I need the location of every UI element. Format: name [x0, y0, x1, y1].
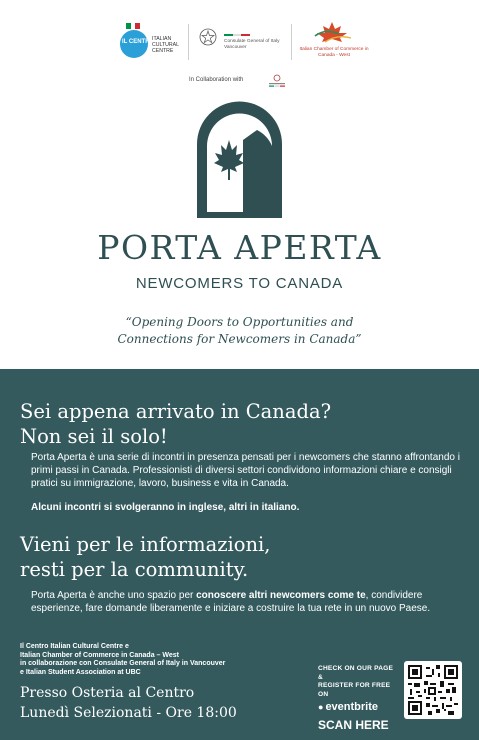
section1-body: Porta Aperta è una serie di incontri in presenza pensati per i newcomers che stanno affrontando i primi passi in Canada. Professionisti di diversi settori condividono informazioni chiare e consigli pratici su immigrazione, lavoro, business e vita in Canada.: [31, 452, 460, 490]
quote-line-1: “Opening Doors to Opportunities and: [125, 315, 354, 329]
section2-body: [31, 589, 451, 615]
cta-line-1: CHECK ON OUR PAGE &: [318, 665, 394, 681]
venue-info: [20, 683, 310, 723]
consulate-label: Consulate General of Italy Vancouver: [224, 39, 280, 50]
scan-here-label: SCAN HERE: [318, 718, 389, 733]
credits-line: e Italian Student Association at UBC: [20, 668, 141, 676]
section1-heading-line-1: Sei appena arrivato in Canada?: [20, 400, 332, 423]
section1-heading: [20, 399, 460, 449]
credits-line: Italian Chamber of Commerce in Canada – West: [20, 651, 179, 659]
logo-divider: [188, 24, 189, 60]
registration-cta: [318, 665, 398, 734]
arched-door-with-maple-leaf-icon: [195, 100, 284, 218]
details-section: [0, 369, 479, 740]
section2-body-start: Porta Aperta è anche uno spazio per: [31, 590, 197, 601]
section2-body-end: , condividere esperienze, fare domande liberamente e iniziare a costruire la tua rete in un nuovo Paese.: [31, 590, 431, 615]
centro-flag-icon: [126, 23, 140, 29]
organizer-credits: [20, 643, 310, 677]
quote-line-2: Connections for Newcomers in Canada”: [117, 332, 362, 346]
chamber-label: Italian Chamber of Commerce in Canada - West: [299, 47, 369, 58]
credits-line: Il Centro Italian Cultural Centre e: [20, 643, 129, 650]
qr-code-icon[interactable]: [404, 661, 462, 719]
page-subtitle: NEWCOMERS TO CANADA: [135, 275, 344, 292]
section1-heading-line-2: Non sei il solo!: [20, 425, 168, 448]
page-title: PORTA APERTA: [97, 228, 382, 267]
eventbrite-logo: ● eventbrite: [318, 700, 398, 714]
student-association-logo-icon: [266, 74, 288, 88]
event-schedule: Lunedì Selezionati - Ore 18:00: [20, 705, 237, 721]
logo-divider: [291, 24, 292, 60]
section2-heading: [20, 532, 460, 582]
section2-body-highlight: conoscere altri newcomers come te: [196, 590, 366, 601]
partner-logos: [0, 20, 479, 62]
italian-emblem-icon: [198, 26, 218, 48]
section2-heading-line-2: resti per la community.: [20, 558, 249, 581]
venue-name: Presso Osteria al Centro: [20, 685, 195, 701]
consulate-flag-icon: [224, 34, 250, 36]
qr-code-graphic: [408, 665, 458, 715]
cta-line-2: REGISTER FOR FREE ON: [318, 682, 391, 698]
header-section: [0, 0, 479, 369]
centro-badge-text: IL CENTRO: [122, 39, 155, 45]
section1-note: Alcuni incontri si svolgeranno in inglese, altri in italiano.: [31, 502, 300, 513]
centro-label: ITALIAN CULTURAL CENTRE: [152, 36, 179, 54]
collaboration-line: [0, 74, 479, 88]
collab-text: In Collaboration with: [189, 77, 244, 83]
section2-heading-line-1: Vieni per le informazioni,: [20, 533, 271, 556]
tagline-quote: [0, 314, 479, 348]
chamber-leaf-logo-icon: [309, 20, 355, 46]
credits-line: in collaborazione con Consulate General of Italy in Vancouver: [20, 660, 226, 668]
